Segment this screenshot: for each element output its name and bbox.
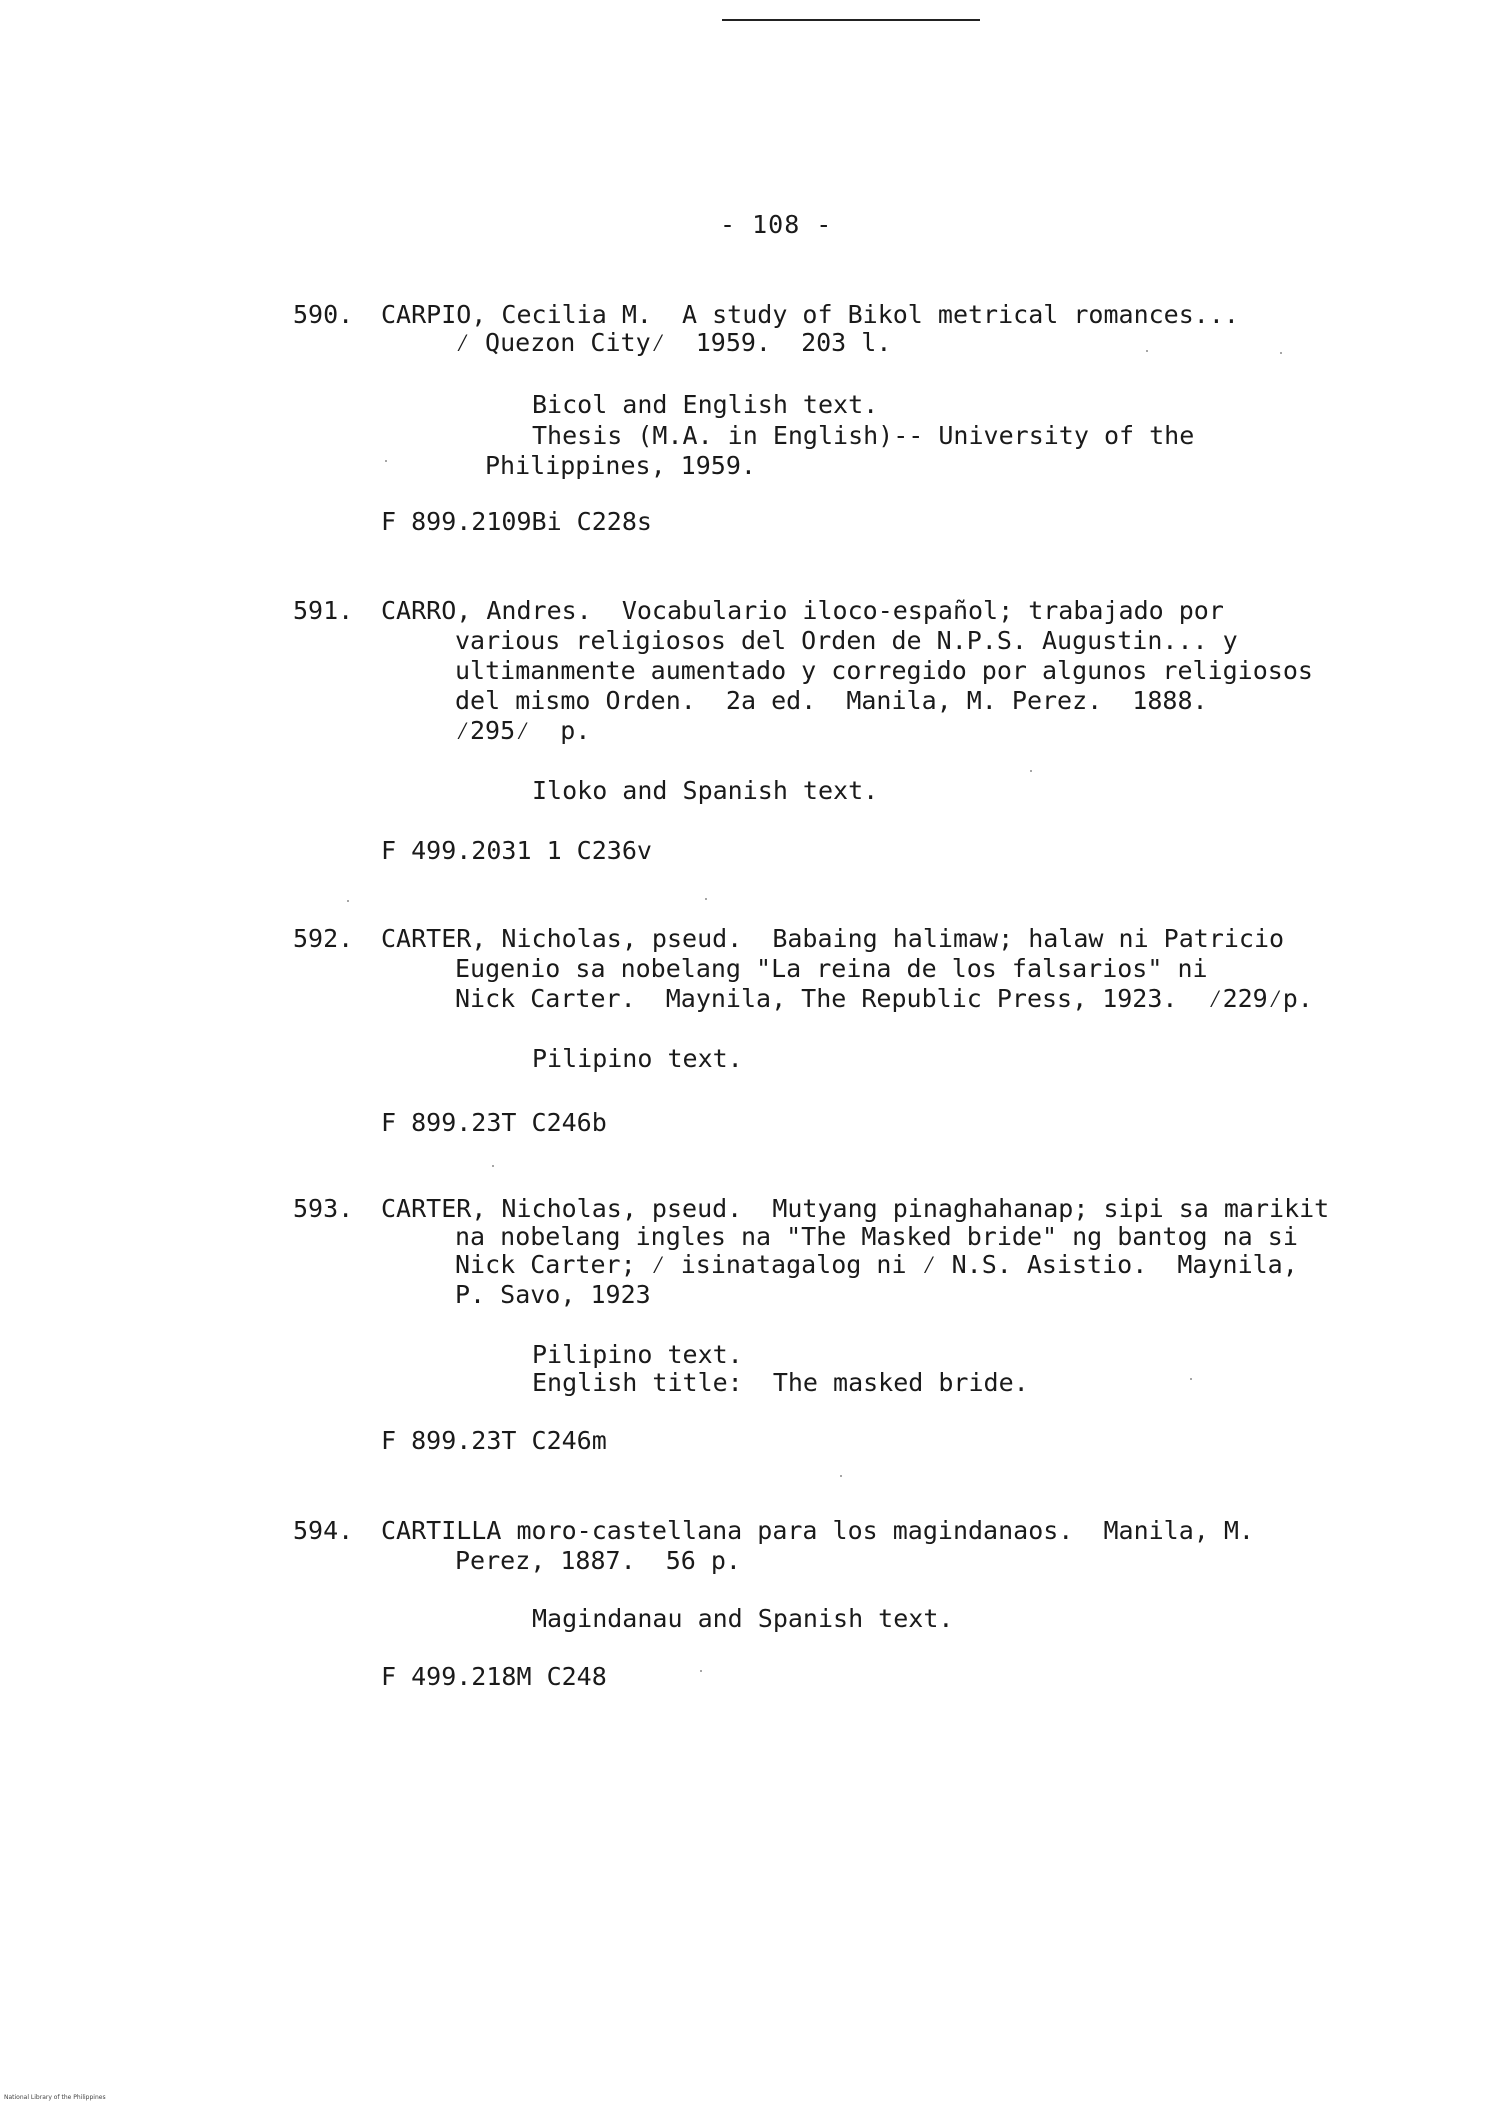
entry-line: Perez, 1887. 56 p.	[455, 1546, 741, 1575]
scan-speck	[1280, 352, 1282, 354]
entry-line: CARRO, Andres. Vocabulario iloco-español; trabajado por	[381, 596, 1224, 625]
entry-note: Thesis (M.A. in English)-- University of the	[532, 421, 1195, 450]
scan-speck	[1146, 350, 1148, 352]
entry-line: various religiosos del Orden de N.P.S. Augustin... y	[455, 626, 1238, 655]
entry-line: Nick Carter; ⁄ isinatagalog ni ⁄ N.S. Asistio. Maynila,	[455, 1250, 1298, 1279]
top-rule	[722, 19, 980, 21]
scan-speck	[385, 460, 387, 462]
scan-speck	[492, 1165, 494, 1167]
entry-note: Iloko and Spanish text.	[532, 776, 879, 805]
scan-speck	[700, 1670, 702, 1672]
call-number: F 499.2031 1 C236v	[381, 836, 652, 865]
scan-speck	[705, 898, 707, 900]
entry-line: CARTILLA moro-castellana para los magindanaos. Manila, M.	[381, 1516, 1254, 1545]
entry-number: 590.	[293, 300, 354, 329]
entry-line: Eugenio sa nobelang "La reina de los falsarios" ni	[455, 954, 1208, 983]
entry-line: ⁄ Quezon City⁄ 1959. 203 l.	[455, 328, 892, 357]
call-number: F 499.218M C248	[381, 1662, 607, 1691]
entry-note: Pilipino text.	[532, 1340, 743, 1369]
entry-number: 593.	[293, 1194, 354, 1223]
scan-speck	[1030, 770, 1032, 772]
entry-line: Nick Carter. Maynila, The Republic Press, 1923. ⁄229⁄p.	[455, 984, 1313, 1013]
entry-line: CARTER, Nicholas, pseud. Babaing halimaw; halaw ni Patricio	[381, 924, 1285, 953]
scan-speck	[1190, 1378, 1192, 1380]
entry-note: English title: The masked bride.	[532, 1368, 1029, 1397]
entry-note: Pilipino text.	[532, 1044, 743, 1073]
call-number: F 899.23T C246m	[381, 1426, 607, 1455]
entry-number: 592.	[293, 924, 354, 953]
page-number: - 108 -	[720, 210, 833, 239]
entry-number: 594.	[293, 1516, 354, 1545]
entry-line: na nobelang ingles na "The Masked bride" ng bantog na si	[455, 1222, 1298, 1251]
entry-line: P. Savo, 1923	[455, 1280, 651, 1309]
entry-number: 591.	[293, 596, 354, 625]
entry-line: del mismo Orden. 2a ed. Manila, M. Perez. 1888.	[455, 686, 1208, 715]
call-number: F 899.23T C246b	[381, 1108, 607, 1137]
call-number: F 899.2109Bi C228s	[381, 507, 652, 536]
entry-line: ⁄295⁄ p.	[455, 716, 591, 745]
scan-speck	[347, 900, 349, 902]
entry-note: Philippines, 1959.	[485, 451, 756, 480]
entry-note: Bicol and English text.	[532, 390, 879, 419]
entry-line: CARPIO, Cecilia M. A study of Bikol metrical romances...	[381, 300, 1239, 329]
entry-line: CARTER, Nicholas, pseud. Mutyang pinaghahanap; sipi sa marikit	[381, 1194, 1330, 1223]
footer-stamp: National Library of the Philippines	[4, 2094, 106, 2101]
scan-speck	[840, 1475, 842, 1477]
entry-note: Magindanau and Spanish text.	[532, 1604, 954, 1633]
entry-line: ultimanmente aumentado y corregido por algunos religiosos	[455, 656, 1313, 685]
